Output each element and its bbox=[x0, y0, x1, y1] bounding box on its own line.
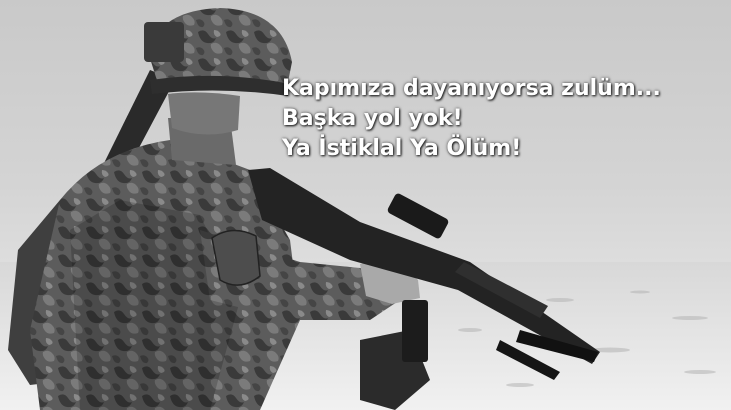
rifle-magazine bbox=[402, 300, 428, 362]
caption-line-1: Kapımıza dayanıyorsa zulüm... bbox=[282, 76, 661, 101]
rifle-scope bbox=[386, 192, 449, 240]
night-vision-mount bbox=[144, 22, 184, 62]
caption-line-2: Başka yol yok! bbox=[282, 106, 463, 131]
caption bbox=[282, 74, 661, 164]
face bbox=[168, 92, 240, 134]
caption-line-3: Ya İstiklal Ya Ölüm! bbox=[282, 136, 522, 161]
shoulder-patch bbox=[212, 230, 260, 285]
